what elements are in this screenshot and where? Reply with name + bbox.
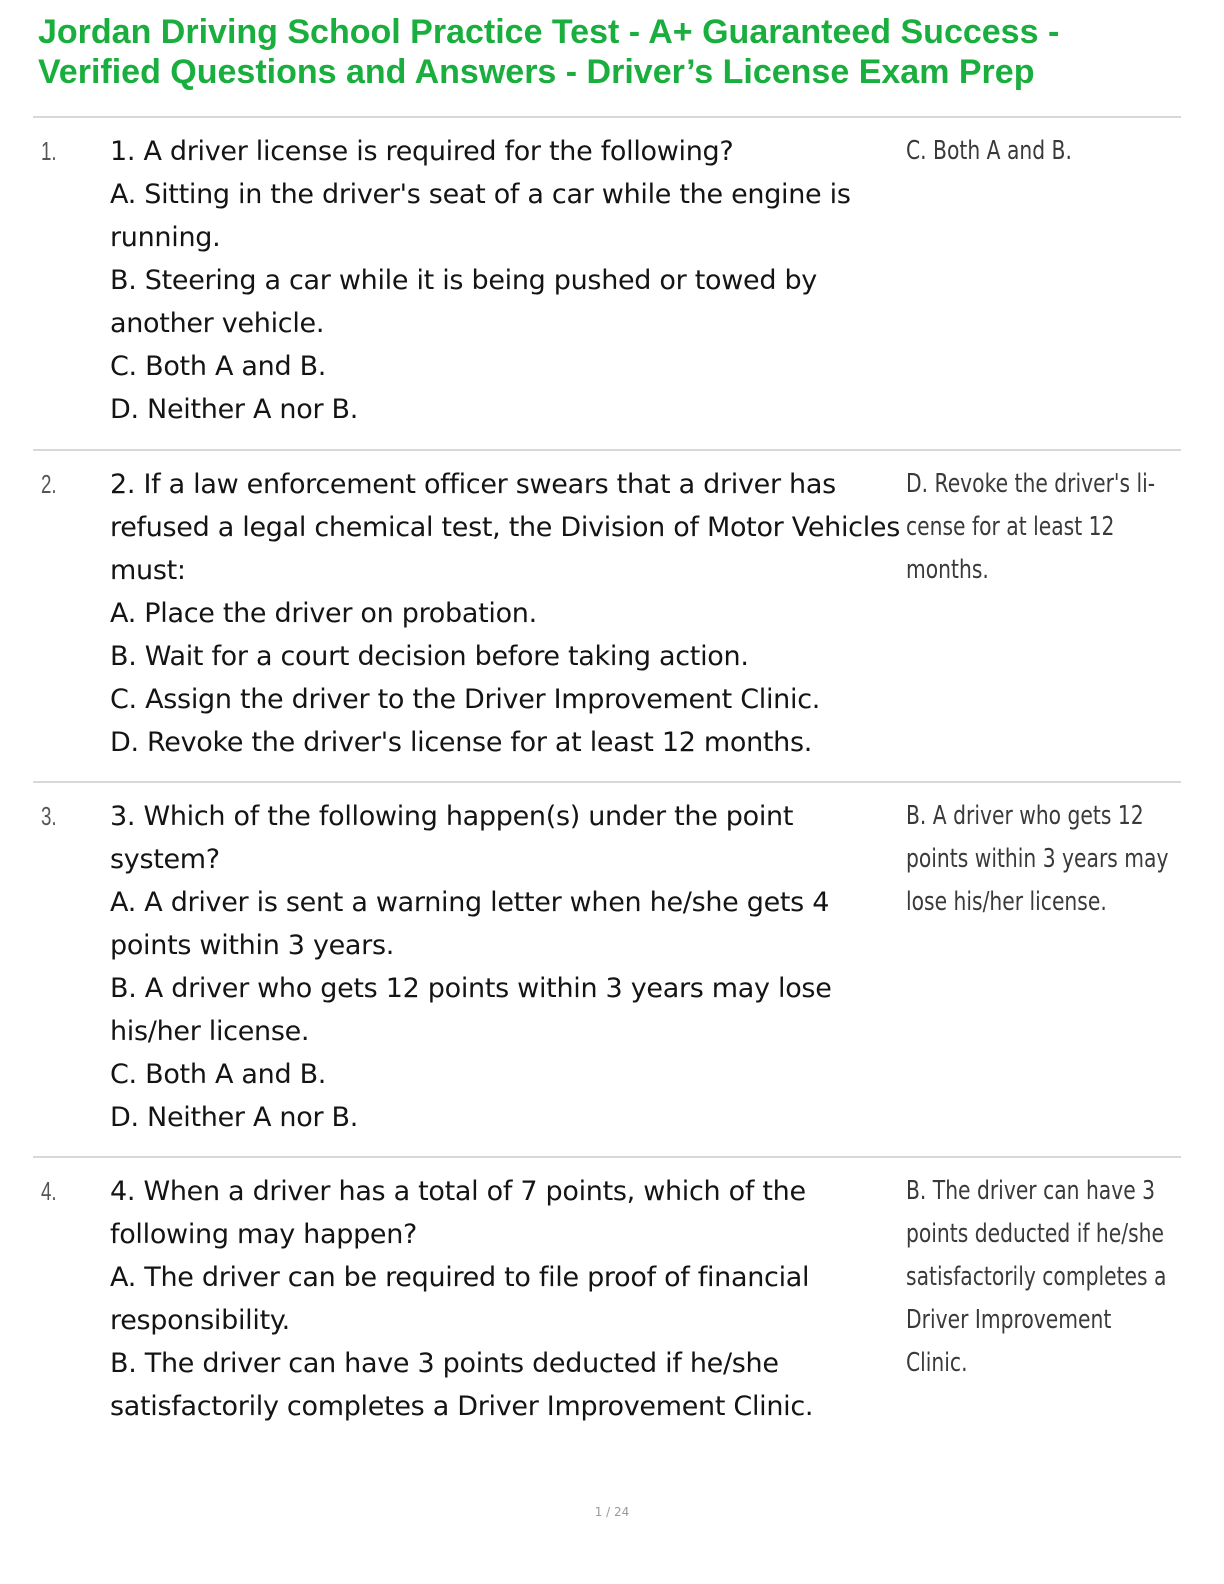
answer-text bbox=[906, 463, 1174, 592]
answer-text-value: B. A driver who gets 12 points within 3 years may lose his/her license. bbox=[906, 801, 1169, 917]
answer-text-value: D. Revoke the driver's li- cense for at least 12 months. bbox=[906, 469, 1156, 585]
question-number: 1. bbox=[41, 136, 57, 166]
answer-text bbox=[906, 795, 1174, 924]
question-text: 1. A driver license is required for the following? A. Sitting in the driver's seat of a car while the engine is running. B. Steering a car while it is being pushed or towed by another vehicle. C. Both A and B. D. Neither A nor B. bbox=[110, 136, 851, 425]
qa-list bbox=[33, 116, 1181, 1456]
answer-text-value: B. The driver can have 3 points deducted if he/she satisfactorily completes a Driver Improvement Clinic. bbox=[906, 1176, 1167, 1378]
question-number: 4. bbox=[41, 1176, 57, 1206]
page-indicator: 1 / 24 bbox=[594, 1505, 630, 1519]
page-title: Jordan Driving School Practice Test - A+ Guaranteed Success - Verified Questions and Answers - Driver’s License Exam Prep bbox=[38, 13, 1060, 91]
question-text: 4. When a driver has a total of 7 points, which of the following may happen? A. The driver can be required to file proof of financial responsibility. B. The driver can have 3 points deducted if he/she satisfactorily completes a Driver Improvement Clinic. bbox=[110, 1176, 814, 1422]
qa-row-2 bbox=[33, 449, 1181, 781]
qa-row-4 bbox=[33, 1156, 1181, 1456]
question-text: 3. Which of the following happen(s) under the point system? A. A driver is sent a warning letter when he/she gets 4 points within 3 years. B. A driver who gets 12 points within 3 years may lose his/her license. C. Both A and B. D. Neither A nor B. bbox=[110, 801, 832, 1133]
question-text: 2. If a law enforcement officer swears that a driver has refused a legal chemical test, the Division of Motor Vehicles must: A. Place the driver on probation. B. Wait for a court decision before taking action. C. Assign the driver to the Driver Improvement Clinic. D. Revoke the driver's license for at least 12 months. bbox=[110, 469, 900, 758]
question-number: 2. bbox=[41, 469, 57, 499]
qa-row-3 bbox=[33, 781, 1181, 1156]
answer-text-value: C. Both A and B. bbox=[906, 136, 1072, 166]
answer-text bbox=[906, 1170, 1174, 1385]
answer-text bbox=[906, 130, 1174, 173]
question-number: 3. bbox=[41, 801, 57, 831]
qa-row-1 bbox=[33, 116, 1181, 449]
